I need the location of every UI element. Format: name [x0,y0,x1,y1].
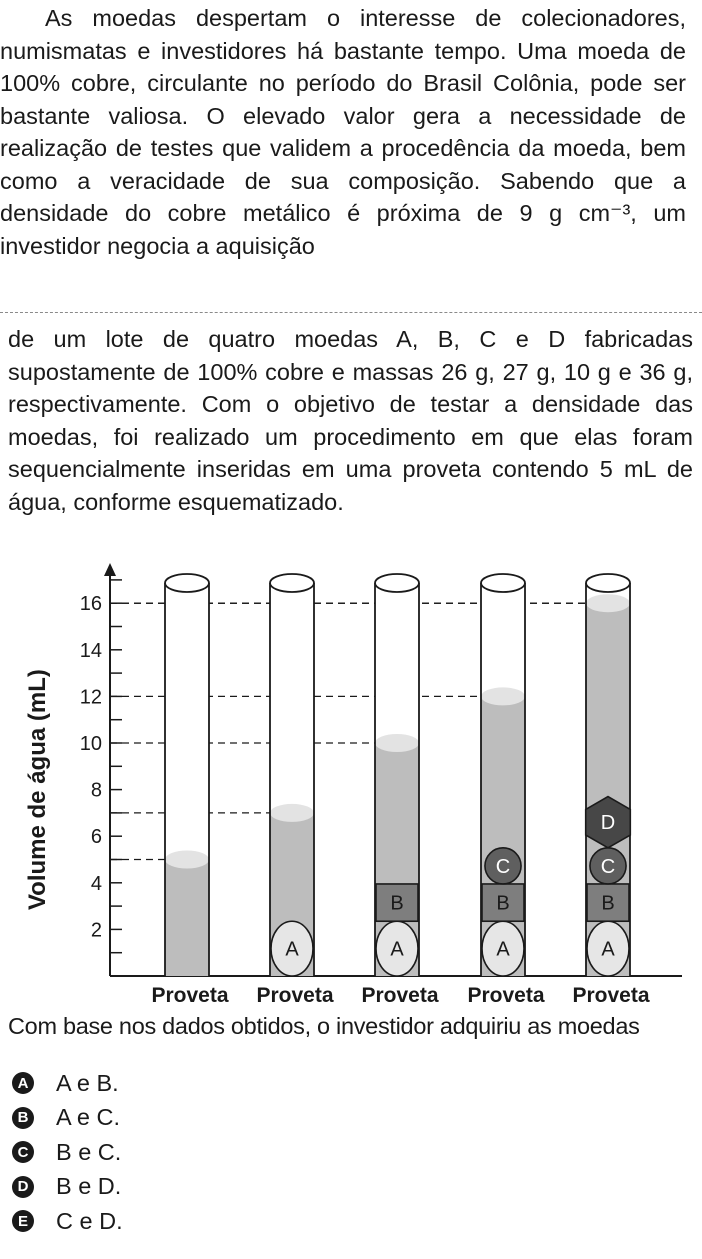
option-c[interactable] [12,1135,123,1170]
coin-label: D [600,812,616,835]
answer-options [12,1066,123,1239]
cylinder-label: Proveta [361,984,439,1007]
graduated-cylinder [361,574,438,1007]
option-text-a: A e B. [56,1069,119,1096]
coin-label: A [285,938,299,961]
option-e[interactable] [12,1204,123,1239]
y-tick-label: 12 [79,686,102,709]
cylinder-label: Proveta [256,984,334,1007]
graduated-cylinder [467,574,544,1007]
coin-label: C [600,855,616,878]
option-text-d: B e D. [56,1173,122,1200]
y-tick-label: 6 [90,826,102,849]
coin-label: A [496,938,510,961]
intro-paragraph: As moedas despertam o interesse de colecionadores, numismatas e investidores há bastante tempo. Uma moeda de 100% cobre, circulante no período do Brasil Colônia, pode ser bastante valiosa. O elevado valor gera a necessidade de realização de testes que validem a procedência da moeda, bem como a veracidade de sua composição. Sabendo que a densidade do cobre metálico é próxima de 9 g cm⁻³, um investidor negocia a aquisição [0,5,686,259]
cylinders-diagram [0,558,702,1008]
water-meniscus [586,594,630,612]
option-text-c: B e C. [56,1138,122,1165]
option-a[interactable] [12,1066,123,1101]
coin-label: B [390,892,404,915]
water-column [165,860,209,977]
coin-label: A [390,938,404,961]
option-d[interactable] [12,1170,123,1205]
page-divider [0,312,702,313]
y-tick-label: 2 [90,919,102,942]
cylinder-rim [165,574,209,592]
y-tick-label: 8 [90,779,102,802]
option-text-e: C e D. [56,1207,123,1234]
question-text: Com base nos dados obtidos, o investidor adquiriu as moedas [8,1013,640,1039]
water-meniscus [481,687,525,705]
y-tick-label: 14 [79,639,102,662]
cylinder-label: Proveta [151,984,229,1007]
water-meniscus [270,804,314,822]
option-letter-b: B [12,1107,34,1129]
y-tick-label: 10 [79,733,102,755]
graduated-cylinder [151,574,228,1007]
y-tick-label: 4 [90,872,102,895]
y-axis-arrow-icon [104,563,116,576]
option-b[interactable] [12,1101,123,1136]
coin-label: B [601,892,615,915]
coin-label: B [496,892,510,915]
option-letter-d: D [12,1176,34,1198]
option-letter-e: E [12,1210,34,1232]
cylinder-rim [586,574,630,592]
cylinder-rim [481,574,525,592]
graduated-cylinder [256,574,333,1007]
y-tick-label: 16 [79,593,102,616]
cylinder-label: Proveta [467,984,545,1007]
coin-label: A [601,938,615,961]
option-letter-a: A [12,1072,34,1094]
cylinder-label: Proveta [572,984,650,1007]
cylinder-rim [375,574,419,592]
graduated-cylinder [572,574,649,1007]
procedure-paragraph: de um lote de quatro moedas A, B, C e D fabricadas supostamente de 100% cobre e massas 26 g, 27 g, 10 g e 36 g, respectivamente. Com o objetivo de testar a densidade das moedas, foi realizado um procedimento em que elas foram sequencialmente inseridas em uma proveta contendo 5 mL de água, conforme esquematizado. [8,326,693,515]
water-meniscus [375,734,419,752]
y-axis-label: Volume de água (mL) [24,669,51,911]
water-meniscus [165,851,209,869]
coin-label: C [495,855,511,878]
option-letter-c: C [12,1141,34,1163]
option-text-b: A e C. [56,1104,121,1131]
cylinder-rim [270,574,314,592]
